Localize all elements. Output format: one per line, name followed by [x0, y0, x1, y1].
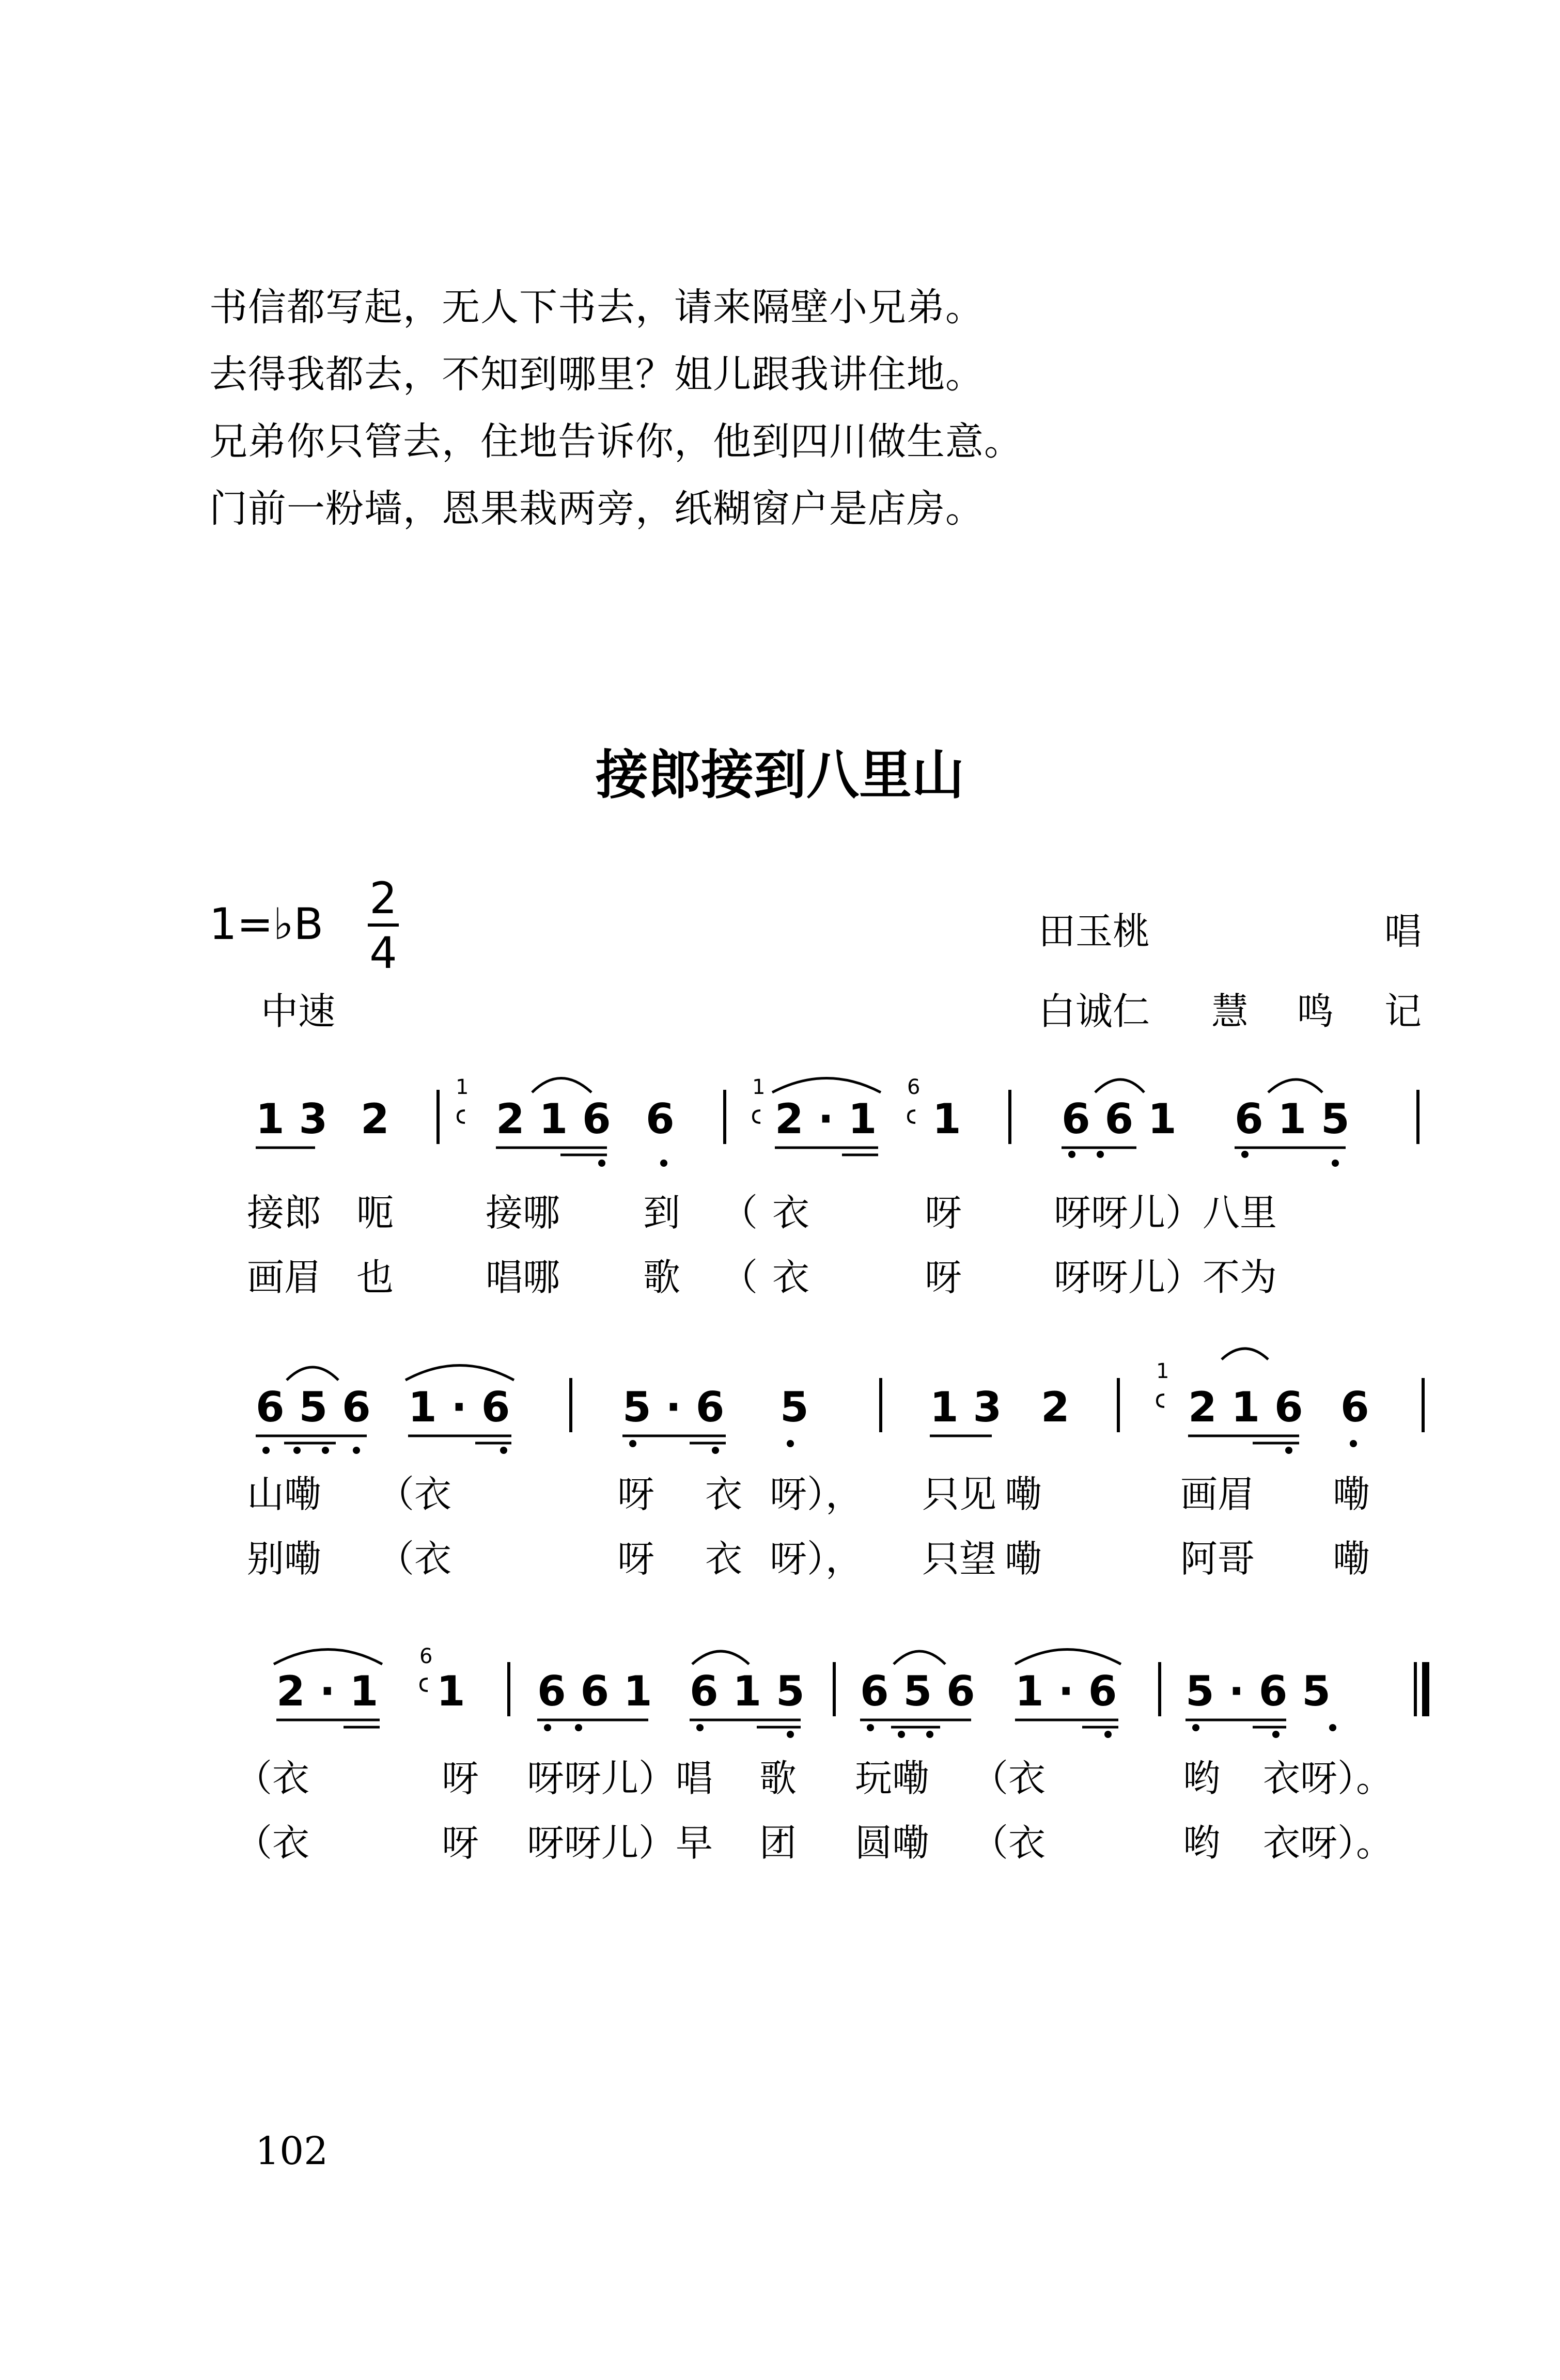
recorder-1: 白诚仁 [1038, 990, 1150, 1033]
record-label: 记 [1384, 990, 1422, 1033]
notes: 6 6 1 [537, 1667, 652, 1715]
poem-line-1: 书信都写起，无人下书去，请来隔壁小兄弟。 [209, 285, 984, 330]
lyric: 唱哪 [486, 1256, 560, 1299]
notes: 2 1 6 [496, 1095, 611, 1143]
lyric: 嘞 [1333, 1537, 1370, 1580]
lyric: （衣 [235, 1821, 310, 1865]
notes: 6 1 5 [690, 1667, 805, 1715]
lyric: （衣 [971, 1821, 1046, 1865]
grace-note: 1 [456, 1075, 469, 1099]
lyric: （ [721, 1256, 758, 1299]
lyric: 画眉 [1180, 1473, 1255, 1516]
lyric: 嘞 [1005, 1473, 1042, 1516]
notes: 1 3 [256, 1095, 328, 1143]
lyric: 衣呀）。 [1263, 1821, 1394, 1865]
lyric: 呀 [442, 1757, 479, 1800]
lyric: 呀 [442, 1821, 479, 1865]
lyric: （ [721, 1191, 758, 1234]
lyric: 呀）， [770, 1537, 863, 1580]
recorder-2: 慧 [1211, 990, 1249, 1033]
lyric: 衣 [705, 1473, 743, 1516]
lyric: 衣呀）。 [1263, 1757, 1394, 1800]
lyric: 歌 [643, 1256, 681, 1299]
lyric: 衣 [772, 1256, 810, 1299]
lyric: （衣 [377, 1537, 452, 1580]
lyric: 接哪 [486, 1191, 560, 1234]
lyric: 只望 [922, 1537, 997, 1580]
lyric: 嘞 [1005, 1537, 1042, 1580]
song-title: 接郎接到八里山 [596, 745, 964, 806]
notes: 2 · 1 [775, 1095, 877, 1143]
notes: 6 5 6 [256, 1383, 371, 1431]
notes: 6 5 6 [860, 1667, 975, 1715]
notes: 5 · 6 [622, 1383, 725, 1431]
lyric: 呀呀儿）八里 [1054, 1191, 1277, 1234]
notes: 6 1 5 [1235, 1095, 1350, 1143]
lyric: 歌 [759, 1757, 797, 1800]
lyric: 呀 [617, 1537, 655, 1580]
notes: 2 [361, 1095, 389, 1143]
lyric: 呀呀儿）早 [527, 1821, 713, 1865]
notes: 5 [780, 1383, 809, 1431]
tempo-marking: 中速 [261, 990, 336, 1033]
lyric: 玩嘞 [855, 1757, 930, 1800]
time-sig-bottom: 4 [369, 928, 397, 978]
barlines [438, 1090, 1426, 1716]
lyric: 呀 [925, 1191, 962, 1234]
notes: 6 [1340, 1383, 1369, 1431]
notes: 1 · 6 [408, 1383, 510, 1431]
time-sig-top: 2 [369, 873, 397, 923]
lyric: 呀呀儿）不为 [1054, 1256, 1277, 1299]
octave-dots [262, 1151, 1357, 1738]
grace-note: 1 [1156, 1359, 1169, 1383]
grace-note: 6 [419, 1645, 433, 1668]
lyric: 到 [643, 1191, 681, 1234]
notes: 6 [646, 1095, 675, 1143]
poem-line-2: 去得我都去，不知到哪里？姐儿跟我讲住地。 [209, 352, 984, 397]
lyric: 呃 [356, 1191, 394, 1234]
lyric: 画眉 [247, 1256, 322, 1299]
lyric: 也 [356, 1256, 394, 1299]
slurs [274, 1078, 1322, 1665]
lyric: 阿哥 [1180, 1537, 1255, 1580]
lyric: 哟 [1183, 1757, 1221, 1800]
lyric: 嘞 [1333, 1473, 1370, 1516]
grace-note: 1 [752, 1075, 766, 1099]
lyric: （衣 [235, 1757, 310, 1800]
page-number: 102 [255, 2129, 329, 2173]
lyric: （衣 [377, 1473, 452, 1516]
notes: 1 [932, 1095, 961, 1143]
lyric: 别嘞 [247, 1537, 322, 1580]
notes: 1 [436, 1667, 465, 1715]
lyric: 哟 [1183, 1821, 1221, 1865]
lyric: 呀呀儿）唱 [527, 1757, 713, 1800]
grace-note-hooks [420, 1110, 1164, 1691]
lyric: 只见 [922, 1473, 997, 1516]
lyric: 衣 [772, 1191, 810, 1234]
lyric: 团 [759, 1821, 797, 1865]
notes: 1 3 [930, 1383, 1002, 1431]
lyric: （衣 [971, 1757, 1046, 1800]
notes: 1 · 6 [1015, 1667, 1117, 1715]
lyric: 圆嘞 [855, 1821, 930, 1865]
sing-label: 唱 [1384, 910, 1422, 953]
lyric: 呀 [925, 1256, 962, 1299]
notes: 5 · 6 5 [1185, 1667, 1331, 1715]
notes: 2 [1041, 1383, 1070, 1431]
singer-name: 田玉桃 [1038, 910, 1150, 953]
lyric: 呀 [617, 1473, 655, 1516]
recorder-3: 鸣 [1297, 990, 1334, 1033]
lyric: 呀）， [770, 1473, 863, 1516]
notes: 6 6 1 [1062, 1095, 1177, 1143]
notes: 2 1 6 [1188, 1383, 1303, 1431]
notes: 2 · 1 [276, 1667, 379, 1715]
poem-line-4: 门前一粉墙，恩果栽两旁，纸糊窗户是店房。 [209, 487, 984, 531]
poem-line-3: 兄弟你只管去，住地告诉你，他到四川做生意。 [209, 419, 1023, 464]
lyric: 接郎 [247, 1191, 322, 1234]
lyric: 衣 [705, 1537, 743, 1580]
beat-underlines [256, 1148, 1346, 1727]
grace-note: 6 [907, 1075, 921, 1099]
lyric: 山嘞 [247, 1473, 322, 1516]
key-signature: 1=♭B [209, 899, 324, 949]
